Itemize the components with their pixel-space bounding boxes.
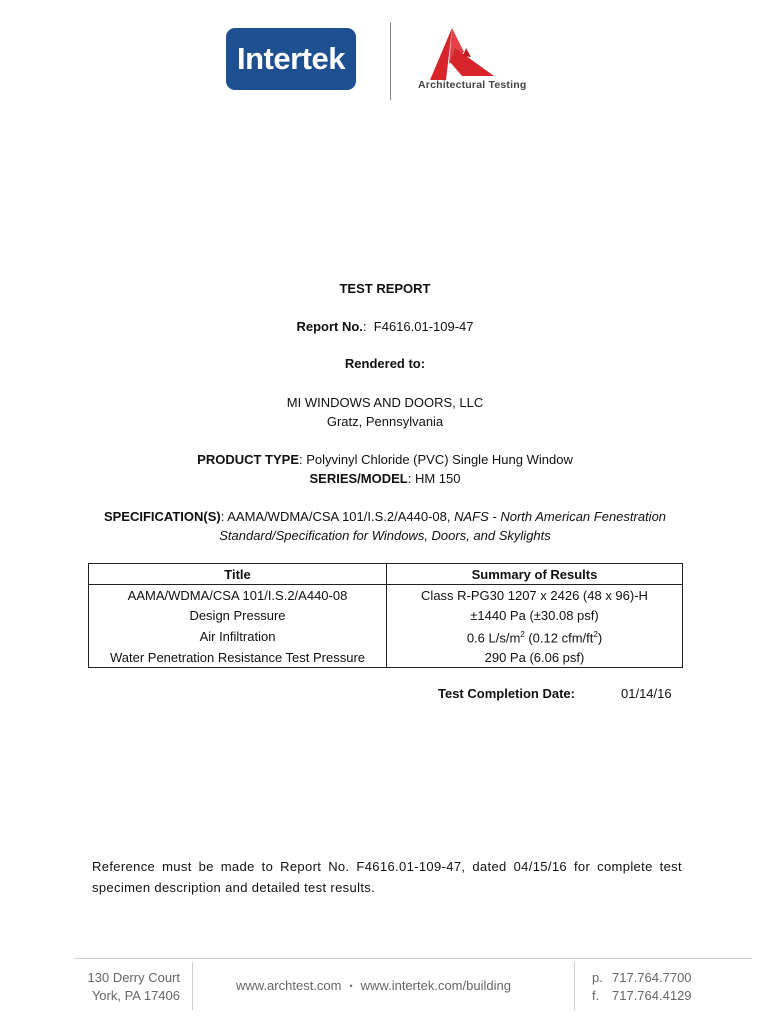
footer-divider bbox=[74, 958, 752, 959]
series-model-line bbox=[0, 471, 770, 486]
superscript: 2 bbox=[520, 630, 525, 639]
column-header-summary: Summary of Results bbox=[387, 564, 683, 585]
completion-date-value: 01/14/16 bbox=[621, 686, 672, 701]
row-result: ±1440 Pa (±30.08 psf) bbox=[387, 605, 683, 625]
specification-italic-1: NAFS - North American Fenestration bbox=[454, 509, 667, 524]
row-result: 290 Pa (6.06 psf) bbox=[387, 647, 683, 668]
product-type-value: : Polyvinyl Chloride (PVC) Single Hung Window bbox=[299, 452, 573, 467]
row-title: AAMA/WDMA/CSA 101/I.S.2/A440-08 bbox=[89, 585, 387, 606]
row-title: Air Infiltration bbox=[89, 625, 387, 647]
footer-column-divider bbox=[192, 962, 193, 1010]
completion-date-label: Test Completion Date: bbox=[438, 686, 575, 701]
column-header-title: Title bbox=[89, 564, 387, 585]
footer-address bbox=[70, 969, 180, 1005]
specification-label: SPECIFICATION(S) bbox=[103, 509, 221, 524]
table-row bbox=[89, 605, 683, 625]
footer-column-divider bbox=[574, 962, 575, 1010]
superscript: 2 bbox=[593, 630, 598, 639]
row-title: Design Pressure bbox=[89, 605, 387, 625]
fax-label: f. bbox=[592, 988, 600, 1003]
row-result: Class R-PG30 1207 x 2426 (48 x 96)-H bbox=[387, 585, 683, 606]
phone-label: p. bbox=[592, 970, 603, 985]
rendered-to-label: Rendered to: bbox=[344, 356, 426, 371]
archtest-link[interactable]: www.archtest.com bbox=[236, 978, 342, 993]
phone-number: 717.764.7700 bbox=[612, 970, 692, 985]
report-number-sep: : bbox=[362, 319, 367, 334]
row-title: Water Penetration Resistance Test Pressure bbox=[89, 647, 387, 668]
specification-line bbox=[0, 509, 770, 524]
architectural-testing-logo-text: Architectural Testing bbox=[418, 79, 527, 91]
specification-italic-2: Standard/Specification for Windows, Doors, and Skylights bbox=[219, 528, 551, 543]
result-part-a: 0.6 L/s/m bbox=[466, 630, 521, 646]
phone-line bbox=[592, 969, 692, 987]
report-title: TEST REPORT bbox=[339, 281, 431, 296]
table-row bbox=[89, 585, 683, 606]
series-model-value: : HM 150 bbox=[407, 471, 461, 486]
report-number-label: Report No. bbox=[296, 319, 363, 334]
reference-note: Reference must be made to Report No. F4616.01-109-47, dated 04/15/16 for complete test specimen description and detailed test results. bbox=[92, 859, 682, 895]
intertek-building-link[interactable]: www.intertek.com/building bbox=[360, 978, 511, 993]
logo-divider bbox=[390, 22, 391, 100]
report-number-line bbox=[0, 319, 770, 334]
product-type-label: PRODUCT TYPE bbox=[197, 452, 299, 467]
result-part-b: (0.12 cfm/ft bbox=[524, 630, 594, 646]
row-result bbox=[387, 625, 683, 647]
series-model-label: SERIES/MODEL bbox=[309, 471, 408, 486]
results-table bbox=[88, 563, 683, 668]
fax-number: 717.764.4129 bbox=[612, 988, 692, 1003]
report-number-value: F4616.01-109-47 bbox=[373, 319, 474, 334]
table-header-row bbox=[89, 564, 683, 585]
fax-line bbox=[592, 987, 692, 1005]
address-line-2: York, PA 17406 bbox=[91, 988, 180, 1003]
address-line-1: 130 Derry Court bbox=[87, 970, 180, 985]
footer-websites bbox=[236, 978, 511, 993]
intertek-logo-text: Intertek bbox=[237, 41, 345, 76]
table-row bbox=[89, 647, 683, 668]
result-part-c: ) bbox=[597, 630, 603, 646]
bullet-separator: • bbox=[349, 981, 353, 991]
product-type-line bbox=[0, 452, 770, 467]
client-location: Gratz, Pennsylvania bbox=[326, 414, 444, 429]
architectural-testing-logo-icon bbox=[422, 26, 496, 82]
specification-value: : AAMA/WDMA/CSA 101/I.S.2/A440-08, bbox=[220, 509, 455, 524]
intertek-logo bbox=[226, 28, 356, 90]
footer-contact bbox=[592, 969, 692, 1005]
table-row bbox=[89, 625, 683, 647]
client-name: MI WINDOWS AND DOORS, LLC bbox=[286, 395, 484, 410]
